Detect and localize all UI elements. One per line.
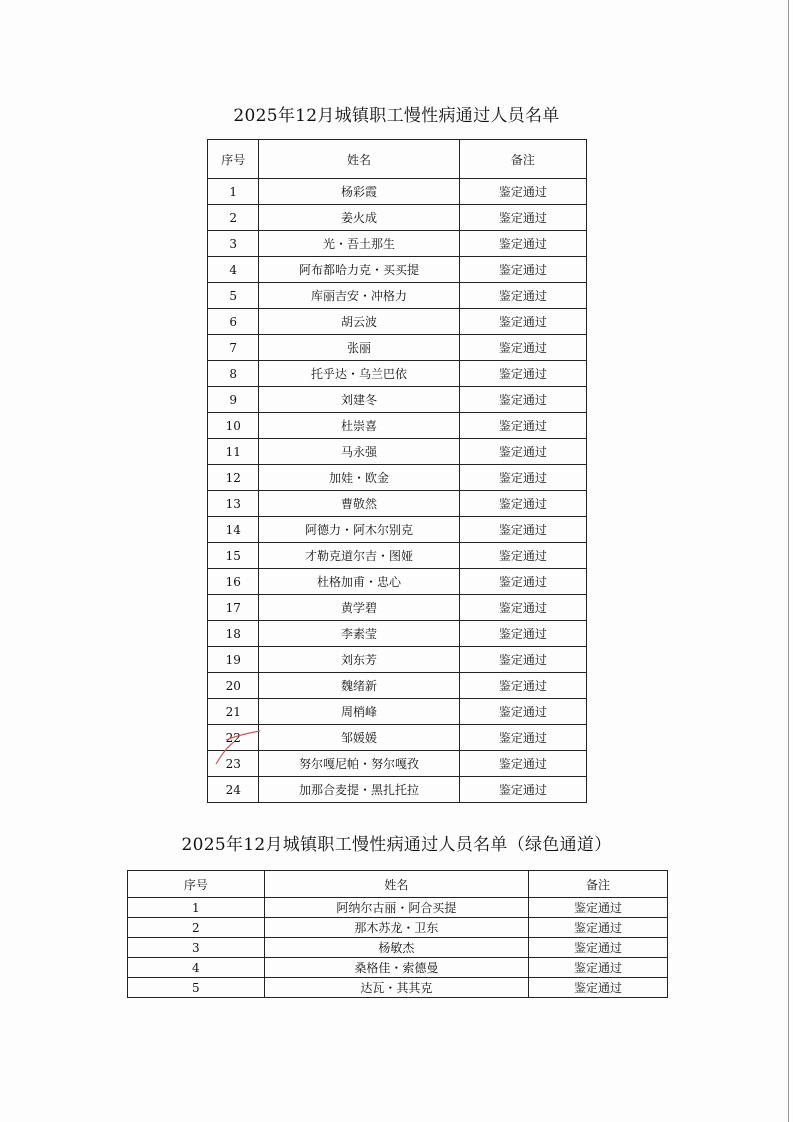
cell-number: 1 bbox=[128, 898, 265, 918]
cell-number: 5 bbox=[128, 978, 265, 998]
column-header-remark: 备注 bbox=[529, 871, 668, 898]
cell-remark: 鉴定通过 bbox=[459, 257, 586, 283]
cell-number: 15 bbox=[208, 543, 259, 569]
cell-name: 光・吾土那生 bbox=[259, 231, 459, 257]
table-row bbox=[208, 621, 587, 647]
table-row bbox=[208, 569, 587, 595]
cell-number: 17 bbox=[208, 595, 259, 621]
cell-remark: 鉴定通过 bbox=[529, 918, 668, 938]
table-row bbox=[208, 231, 587, 257]
cell-number: 7 bbox=[208, 335, 259, 361]
document-title-main: 2025年12月城镇职工慢性病通过人员名单 bbox=[233, 106, 560, 126]
cell-number: 16 bbox=[208, 569, 259, 595]
cell-name: 阿德力・阿木尔别克 bbox=[259, 517, 459, 543]
cell-remark: 鉴定通过 bbox=[459, 465, 586, 491]
cell-remark: 鉴定通过 bbox=[459, 309, 586, 335]
column-header-name: 姓名 bbox=[264, 871, 528, 898]
cell-name: 阿布都哈力克・买买提 bbox=[259, 257, 459, 283]
column-header-number: 序号 bbox=[128, 871, 265, 898]
cell-number: 2 bbox=[128, 918, 265, 938]
cell-name: 周梢峰 bbox=[259, 699, 459, 725]
cell-number: 20 bbox=[208, 673, 259, 699]
table-row bbox=[208, 699, 587, 725]
cell-number: 4 bbox=[128, 958, 265, 978]
cell-remark: 鉴定通过 bbox=[529, 938, 668, 958]
table-row bbox=[208, 751, 587, 777]
table-row bbox=[128, 938, 668, 958]
table-row bbox=[208, 465, 587, 491]
cell-remark: 鉴定通过 bbox=[459, 439, 586, 465]
cell-number: 9 bbox=[208, 387, 259, 413]
cell-remark: 鉴定通过 bbox=[459, 673, 586, 699]
cell-name: 马永强 bbox=[259, 439, 459, 465]
cell-remark: 鉴定通过 bbox=[459, 621, 586, 647]
cell-name: 才勒克道尔吉・图娅 bbox=[259, 543, 459, 569]
cell-name: 魏绪新 bbox=[259, 673, 459, 699]
cell-remark: 鉴定通过 bbox=[459, 777, 586, 803]
table-row bbox=[128, 958, 668, 978]
table-header-row bbox=[128, 871, 668, 898]
table-row bbox=[208, 673, 587, 699]
table-row bbox=[208, 205, 587, 231]
table-row bbox=[208, 647, 587, 673]
cell-number: 14 bbox=[208, 517, 259, 543]
table-row bbox=[208, 595, 587, 621]
cell-remark: 鉴定通过 bbox=[459, 517, 586, 543]
cell-name: 阿纳尔古丽・阿合买提 bbox=[264, 898, 528, 918]
table-row bbox=[208, 777, 587, 803]
cell-number: 24 bbox=[208, 777, 259, 803]
cell-name: 杨敏杰 bbox=[264, 938, 528, 958]
cell-name: 加娃・欧金 bbox=[259, 465, 459, 491]
table-header-row bbox=[208, 140, 587, 179]
approved-list-body bbox=[208, 179, 587, 803]
scan-edge-line bbox=[788, 0, 789, 1122]
cell-remark: 鉴定通过 bbox=[459, 751, 586, 777]
cell-number: 2 bbox=[208, 205, 259, 231]
cell-name: 那木苏龙・卫东 bbox=[264, 918, 528, 938]
cell-remark: 鉴定通过 bbox=[459, 543, 586, 569]
cell-remark: 鉴定通过 bbox=[529, 958, 668, 978]
table-row bbox=[208, 439, 587, 465]
cell-number: 3 bbox=[128, 938, 265, 958]
cell-remark: 鉴定通过 bbox=[459, 595, 586, 621]
cell-name: 努尔嘎尼帕・努尔嘎孜 bbox=[259, 751, 459, 777]
cell-name: 刘建冬 bbox=[259, 387, 459, 413]
table-row bbox=[208, 361, 587, 387]
table-row bbox=[208, 543, 587, 569]
column-header-number: 序号 bbox=[208, 140, 259, 179]
cell-number: 1 bbox=[208, 179, 259, 205]
cell-name: 刘东芳 bbox=[259, 647, 459, 673]
cell-name: 邹媛媛 bbox=[259, 725, 459, 751]
cell-number: 12 bbox=[208, 465, 259, 491]
green-channel-body bbox=[128, 898, 668, 998]
cell-number: 21 bbox=[208, 699, 259, 725]
table-row bbox=[208, 725, 587, 751]
column-header-remark: 备注 bbox=[459, 140, 586, 179]
table-row bbox=[208, 309, 587, 335]
cell-number: 8 bbox=[208, 361, 259, 387]
green-channel-table bbox=[127, 870, 668, 998]
cell-remark: 鉴定通过 bbox=[459, 335, 586, 361]
column-header-name: 姓名 bbox=[259, 140, 459, 179]
table-row bbox=[128, 898, 668, 918]
cell-number: 19 bbox=[208, 647, 259, 673]
table-row bbox=[208, 413, 587, 439]
cell-remark: 鉴定通过 bbox=[459, 231, 586, 257]
cell-number: 13 bbox=[208, 491, 259, 517]
cell-name: 杜格加甫・忠心 bbox=[259, 569, 459, 595]
cell-number: 11 bbox=[208, 439, 259, 465]
table-row bbox=[208, 491, 587, 517]
cell-name: 加那合麦提・黑扎托拉 bbox=[259, 777, 459, 803]
approved-list-table bbox=[207, 139, 587, 803]
cell-name: 黄学碧 bbox=[259, 595, 459, 621]
cell-remark: 鉴定通过 bbox=[459, 699, 586, 725]
cell-name: 张丽 bbox=[259, 335, 459, 361]
cell-remark: 鉴定通过 bbox=[459, 413, 586, 439]
cell-number: 23 bbox=[208, 751, 259, 777]
cell-name: 胡云波 bbox=[259, 309, 459, 335]
table-row bbox=[128, 978, 668, 998]
cell-number: 5 bbox=[208, 283, 259, 309]
cell-name: 杨彩霞 bbox=[259, 179, 459, 205]
cell-number: 22 bbox=[208, 725, 259, 751]
cell-name: 达瓦・其其克 bbox=[264, 978, 528, 998]
cell-number: 3 bbox=[208, 231, 259, 257]
cell-name: 姜火成 bbox=[259, 205, 459, 231]
table-row bbox=[208, 387, 587, 413]
table-row bbox=[208, 335, 587, 361]
cell-name: 曹敬然 bbox=[259, 491, 459, 517]
cell-remark: 鉴定通过 bbox=[459, 647, 586, 673]
table-row bbox=[208, 517, 587, 543]
cell-remark: 鉴定通过 bbox=[459, 725, 586, 751]
cell-name: 托乎达・乌兰巴依 bbox=[259, 361, 459, 387]
table-row bbox=[208, 257, 587, 283]
cell-name: 杜崇喜 bbox=[259, 413, 459, 439]
cell-name: 桑格佳・索德曼 bbox=[264, 958, 528, 978]
cell-remark: 鉴定通过 bbox=[459, 205, 586, 231]
cell-remark: 鉴定通过 bbox=[459, 491, 586, 517]
document-title-green-channel: 2025年12月城镇职工慢性病通过人员名单（绿色通道） bbox=[181, 835, 612, 855]
cell-number: 18 bbox=[208, 621, 259, 647]
cell-name: 李素莹 bbox=[259, 621, 459, 647]
cell-number: 6 bbox=[208, 309, 259, 335]
cell-remark: 鉴定通过 bbox=[529, 898, 668, 918]
cell-remark: 鉴定通过 bbox=[459, 361, 586, 387]
table-row bbox=[208, 283, 587, 309]
cell-number: 4 bbox=[208, 257, 259, 283]
cell-name: 库丽吉安・冲格力 bbox=[259, 283, 459, 309]
cell-remark: 鉴定通过 bbox=[459, 283, 586, 309]
cell-remark: 鉴定通过 bbox=[459, 387, 586, 413]
table-row bbox=[128, 918, 668, 938]
cell-remark: 鉴定通过 bbox=[459, 179, 586, 205]
cell-number: 10 bbox=[208, 413, 259, 439]
table-row bbox=[208, 179, 587, 205]
cell-remark: 鉴定通过 bbox=[529, 978, 668, 998]
cell-remark: 鉴定通过 bbox=[459, 569, 586, 595]
